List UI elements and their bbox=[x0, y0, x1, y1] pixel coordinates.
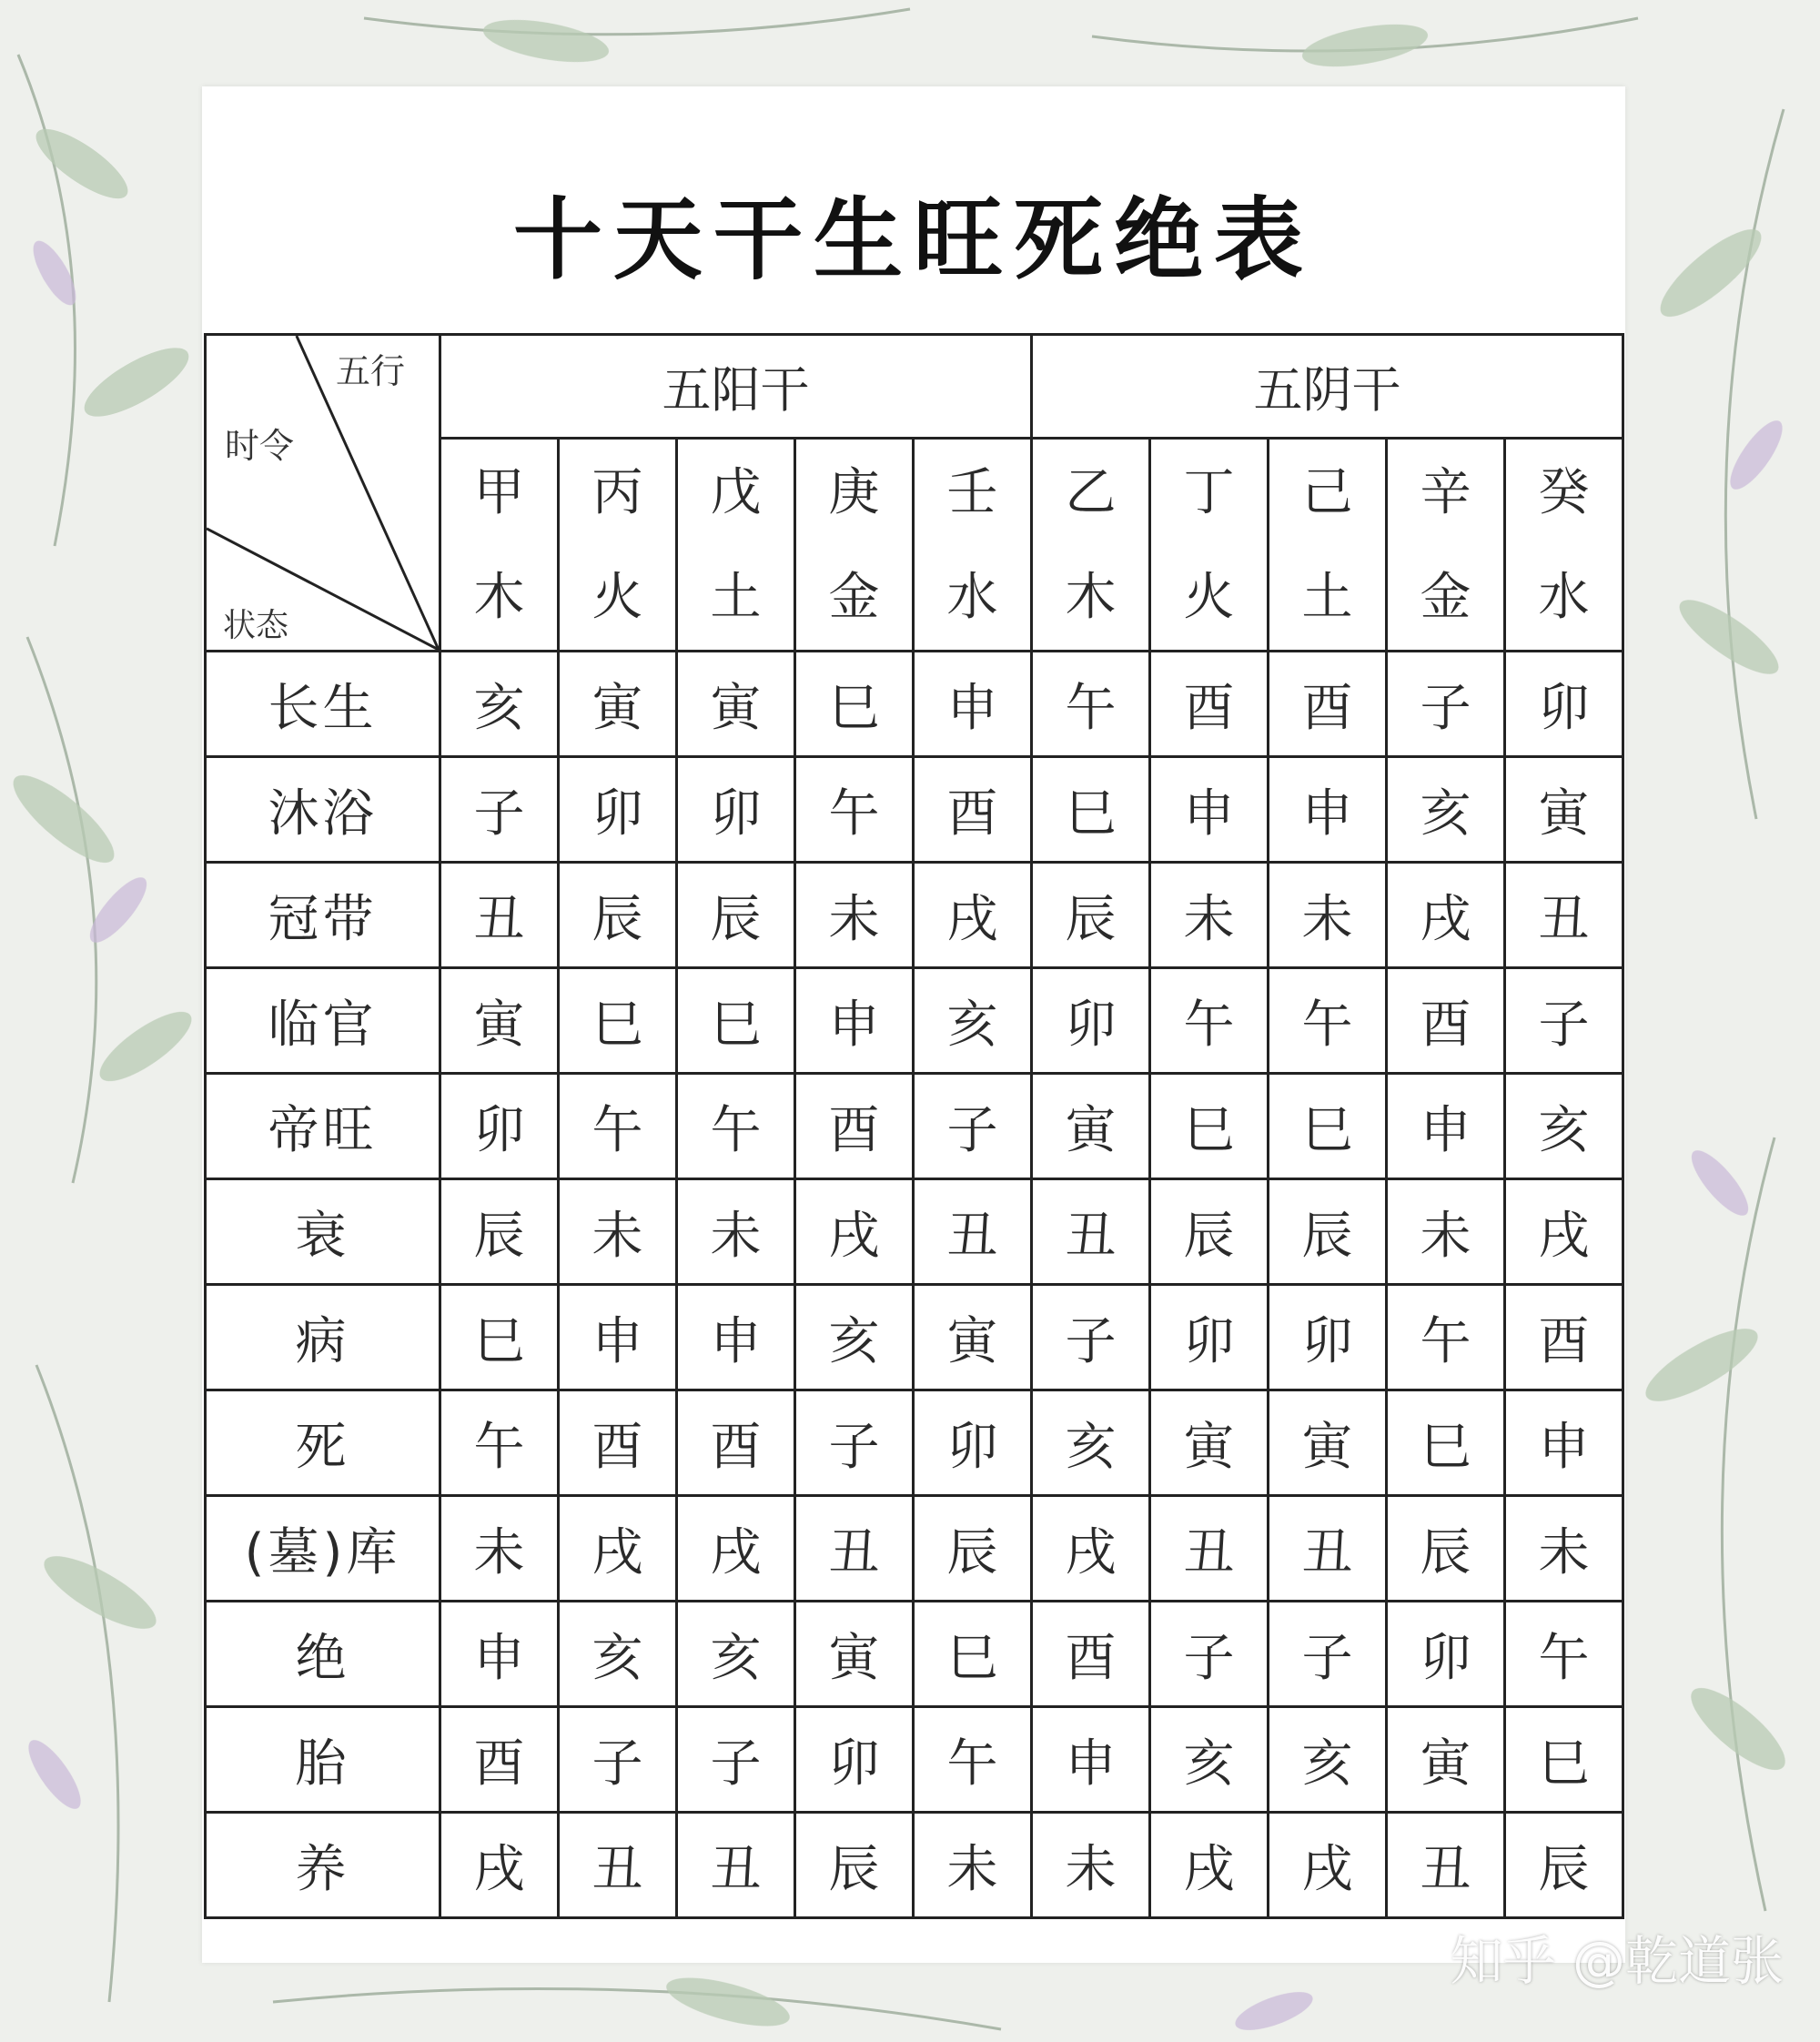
table-cell: 酉 bbox=[1505, 1285, 1623, 1390]
table-cell: 子 bbox=[795, 1390, 914, 1496]
table-cell: 酉 bbox=[1387, 968, 1505, 1074]
table-cell: 子 bbox=[440, 757, 559, 863]
table-cell: 卯 bbox=[440, 1074, 559, 1179]
table-cell: 戌 bbox=[559, 1496, 677, 1602]
table-body bbox=[206, 652, 1623, 1918]
table-cell: 辰 bbox=[914, 1496, 1032, 1602]
table-cell: 丑 bbox=[559, 1813, 677, 1918]
table-cell: 申 bbox=[440, 1602, 559, 1707]
table-cell: 辰 bbox=[795, 1813, 914, 1918]
stem-element: 土 bbox=[1301, 567, 1353, 627]
table-cell: 亥 bbox=[1269, 1707, 1387, 1813]
table-cell: 戌 bbox=[677, 1496, 795, 1602]
table-cell: 午 bbox=[1387, 1285, 1505, 1390]
stem-name: 壬 bbox=[946, 462, 998, 522]
table-cell: 酉 bbox=[440, 1707, 559, 1813]
table-cell: 巳 bbox=[1269, 1074, 1387, 1179]
table-cell: 亥 bbox=[795, 1285, 914, 1390]
table-row bbox=[206, 1602, 1623, 1707]
table-cell: 申 bbox=[677, 1285, 795, 1390]
table-cell: 巳 bbox=[795, 652, 914, 757]
table-cell: 戌 bbox=[795, 1179, 914, 1285]
table-cell: 辰 bbox=[1505, 1813, 1623, 1918]
table-cell: 午 bbox=[1505, 1602, 1623, 1707]
table-cell: 辰 bbox=[677, 863, 795, 968]
table-cell: 子 bbox=[1150, 1602, 1269, 1707]
stem-element: 火 bbox=[1183, 567, 1235, 627]
stem-name: 庚 bbox=[828, 462, 880, 522]
table-cell: 未 bbox=[1387, 1179, 1505, 1285]
table-cell: 午 bbox=[440, 1390, 559, 1496]
table-cell: 辰 bbox=[440, 1179, 559, 1285]
table-cell: 酉 bbox=[795, 1074, 914, 1179]
table-cell: 戌 bbox=[1150, 1813, 1269, 1918]
table-cell: 丑 bbox=[1150, 1496, 1269, 1602]
group-yang-header: 五阳干 bbox=[440, 335, 1032, 439]
stem-element: 金 bbox=[1420, 567, 1471, 627]
table-cell: 申 bbox=[795, 968, 914, 1074]
table-cell: 申 bbox=[1387, 1074, 1505, 1179]
table-row bbox=[206, 652, 1623, 757]
row-label: 养 bbox=[206, 1813, 440, 1918]
table-cell: 丑 bbox=[1032, 1179, 1150, 1285]
row-label: 冠带 bbox=[206, 863, 440, 968]
table-row bbox=[206, 1813, 1623, 1918]
stem-element: 木 bbox=[1065, 567, 1117, 627]
table-cell: 酉 bbox=[1150, 652, 1269, 757]
stem-header-cell bbox=[914, 439, 1032, 652]
table-cell: 午 bbox=[559, 1074, 677, 1179]
table-cell: 寅 bbox=[1032, 1074, 1150, 1179]
stem-element: 水 bbox=[946, 567, 998, 627]
corner-header-cell bbox=[206, 335, 440, 652]
table-cell: 寅 bbox=[1387, 1707, 1505, 1813]
row-label: 临官 bbox=[206, 968, 440, 1074]
stem-header-cell bbox=[1032, 439, 1150, 652]
group-yin-header: 五阴干 bbox=[1032, 335, 1623, 439]
table-row bbox=[206, 1179, 1623, 1285]
table-cell: 戌 bbox=[914, 863, 1032, 968]
table-cell: 申 bbox=[1269, 757, 1387, 863]
table-cell: 子 bbox=[677, 1707, 795, 1813]
page-title: 十天干生旺死绝表 bbox=[512, 188, 1314, 292]
stem-header-cell bbox=[440, 439, 559, 652]
stem-header-cell bbox=[1269, 439, 1387, 652]
corner-label-shiling: 时令 bbox=[225, 426, 295, 466]
table-cell: 戌 bbox=[440, 1813, 559, 1918]
table-row bbox=[206, 1074, 1623, 1179]
table-cell: 亥 bbox=[1032, 1390, 1150, 1496]
table-cell: 巳 bbox=[440, 1285, 559, 1390]
table-cell: 辰 bbox=[1269, 1179, 1387, 1285]
table-cell: 亥 bbox=[1505, 1074, 1623, 1179]
table-cell: 申 bbox=[559, 1285, 677, 1390]
table-cell: 卯 bbox=[1150, 1285, 1269, 1390]
table-cell: 酉 bbox=[559, 1390, 677, 1496]
table-cell: 子 bbox=[1032, 1285, 1150, 1390]
table-cell: 卯 bbox=[1269, 1285, 1387, 1390]
table-cell: 未 bbox=[1032, 1813, 1150, 1918]
table-cell: 戌 bbox=[1505, 1179, 1623, 1285]
table-cell: 子 bbox=[1269, 1602, 1387, 1707]
stem-element: 水 bbox=[1538, 567, 1590, 627]
table-cell: 酉 bbox=[1269, 652, 1387, 757]
table-cell: 戌 bbox=[1387, 863, 1505, 968]
row-label: 帝旺 bbox=[206, 1074, 440, 1179]
table-cell: 丑 bbox=[914, 1179, 1032, 1285]
table-cell: 午 bbox=[1269, 968, 1387, 1074]
stem-name: 癸 bbox=[1538, 462, 1590, 522]
table-cell: 卯 bbox=[795, 1707, 914, 1813]
watermark-text: 知乎 @乾道张 bbox=[1450, 1930, 1784, 1992]
table-cell: 辰 bbox=[559, 863, 677, 968]
table-cell: 卯 bbox=[1387, 1602, 1505, 1707]
row-label: 病 bbox=[206, 1285, 440, 1390]
table-row bbox=[206, 757, 1623, 863]
table-cell: 寅 bbox=[440, 968, 559, 1074]
table-cell: 寅 bbox=[914, 1285, 1032, 1390]
corner-label-wuxing: 五行 bbox=[336, 351, 406, 391]
table-cell: 午 bbox=[1150, 968, 1269, 1074]
table-cell: 丑 bbox=[440, 863, 559, 968]
stem-element: 木 bbox=[473, 567, 525, 627]
row-label: 长生 bbox=[206, 652, 440, 757]
table-cell: 子 bbox=[1387, 652, 1505, 757]
table-row bbox=[206, 1390, 1623, 1496]
stem-name: 甲 bbox=[473, 462, 525, 522]
table-cell: 亥 bbox=[559, 1602, 677, 1707]
table-cell: 未 bbox=[677, 1179, 795, 1285]
table-cell: 亥 bbox=[1150, 1707, 1269, 1813]
table-cell: 寅 bbox=[1150, 1390, 1269, 1496]
stem-name: 辛 bbox=[1420, 462, 1471, 522]
table-cell: 巳 bbox=[914, 1602, 1032, 1707]
table-cell: 辰 bbox=[1387, 1496, 1505, 1602]
stem-element: 火 bbox=[592, 567, 643, 627]
row-label: 沐浴 bbox=[206, 757, 440, 863]
table-cell: 未 bbox=[795, 863, 914, 968]
table-cell: 卯 bbox=[1505, 652, 1623, 757]
table-cell: 寅 bbox=[677, 652, 795, 757]
stem-status-table bbox=[204, 333, 1624, 1919]
row-label: 胎 bbox=[206, 1707, 440, 1813]
table-cell: 午 bbox=[1032, 652, 1150, 757]
table-cell: 丑 bbox=[795, 1496, 914, 1602]
table-cell: 亥 bbox=[440, 652, 559, 757]
table-cell: 未 bbox=[1505, 1496, 1623, 1602]
table-cell: 巳 bbox=[1032, 757, 1150, 863]
table-cell: 子 bbox=[1505, 968, 1623, 1074]
table-cell: 未 bbox=[440, 1496, 559, 1602]
table-cell: 申 bbox=[1150, 757, 1269, 863]
table-cell: 寅 bbox=[1269, 1390, 1387, 1496]
table-row bbox=[206, 1285, 1623, 1390]
table-cell: 卯 bbox=[677, 757, 795, 863]
table-cell: 丑 bbox=[1269, 1496, 1387, 1602]
table-cell: 申 bbox=[1505, 1390, 1623, 1496]
table-cell: 酉 bbox=[914, 757, 1032, 863]
table-cell: 丑 bbox=[1505, 863, 1623, 968]
table-cell: 丑 bbox=[1387, 1813, 1505, 1918]
stem-element: 金 bbox=[828, 567, 880, 627]
table-cell: 寅 bbox=[559, 652, 677, 757]
table-cell: 酉 bbox=[1032, 1602, 1150, 1707]
stem-name: 丁 bbox=[1183, 462, 1235, 522]
table-row bbox=[206, 1707, 1623, 1813]
stem-header-cell bbox=[677, 439, 795, 652]
stem-element: 土 bbox=[710, 567, 762, 627]
table-cell: 巳 bbox=[559, 968, 677, 1074]
table-cell: 午 bbox=[677, 1074, 795, 1179]
row-label: 衰 bbox=[206, 1179, 440, 1285]
table-cell: 子 bbox=[559, 1707, 677, 1813]
table-cell: 酉 bbox=[677, 1390, 795, 1496]
table-cell: 午 bbox=[795, 757, 914, 863]
stem-header-cell bbox=[1150, 439, 1269, 652]
table-cell: 卯 bbox=[914, 1390, 1032, 1496]
table-cell: 未 bbox=[1150, 863, 1269, 968]
table-cell: 巳 bbox=[1150, 1074, 1269, 1179]
stem-header-cell bbox=[795, 439, 914, 652]
table-cell: 卯 bbox=[559, 757, 677, 863]
stem-name: 己 bbox=[1301, 462, 1353, 522]
row-label: 绝 bbox=[206, 1602, 440, 1707]
table-cell: 未 bbox=[559, 1179, 677, 1285]
table-cell: 申 bbox=[914, 652, 1032, 757]
table-cell: 亥 bbox=[1387, 757, 1505, 863]
table-row bbox=[206, 968, 1623, 1074]
table-cell: 丑 bbox=[677, 1813, 795, 1918]
table-cell: 亥 bbox=[914, 968, 1032, 1074]
stem-name: 乙 bbox=[1065, 462, 1117, 522]
table-row bbox=[206, 1496, 1623, 1602]
table-cell: 亥 bbox=[677, 1602, 795, 1707]
corner-label-zhuangtai: 状态 bbox=[223, 607, 289, 644]
table-cell: 辰 bbox=[1032, 863, 1150, 968]
table-cell: 巳 bbox=[677, 968, 795, 1074]
table-cell: 未 bbox=[914, 1813, 1032, 1918]
table-cell: 寅 bbox=[795, 1602, 914, 1707]
stem-name: 戊 bbox=[710, 462, 762, 522]
table-cell: 巳 bbox=[1505, 1707, 1623, 1813]
stem-header-cell bbox=[1505, 439, 1623, 652]
table-row bbox=[206, 863, 1623, 968]
table-cell: 戌 bbox=[1032, 1496, 1150, 1602]
table-cell: 申 bbox=[1032, 1707, 1150, 1813]
table-cell: 寅 bbox=[1505, 757, 1623, 863]
group-header-row bbox=[206, 335, 1623, 439]
table-cell: 午 bbox=[914, 1707, 1032, 1813]
table-cell: 戌 bbox=[1269, 1813, 1387, 1918]
table-cell: 辰 bbox=[1150, 1179, 1269, 1285]
table-cell: 未 bbox=[1269, 863, 1387, 968]
stem-header-cell bbox=[559, 439, 677, 652]
stem-header-cell bbox=[1387, 439, 1505, 652]
table-cell: 子 bbox=[914, 1074, 1032, 1179]
stem-name: 丙 bbox=[592, 462, 643, 522]
table-cell: 巳 bbox=[1387, 1390, 1505, 1496]
row-label: 死 bbox=[206, 1390, 440, 1496]
table-cell: 卯 bbox=[1032, 968, 1150, 1074]
row-label: (墓)库 bbox=[206, 1496, 440, 1602]
